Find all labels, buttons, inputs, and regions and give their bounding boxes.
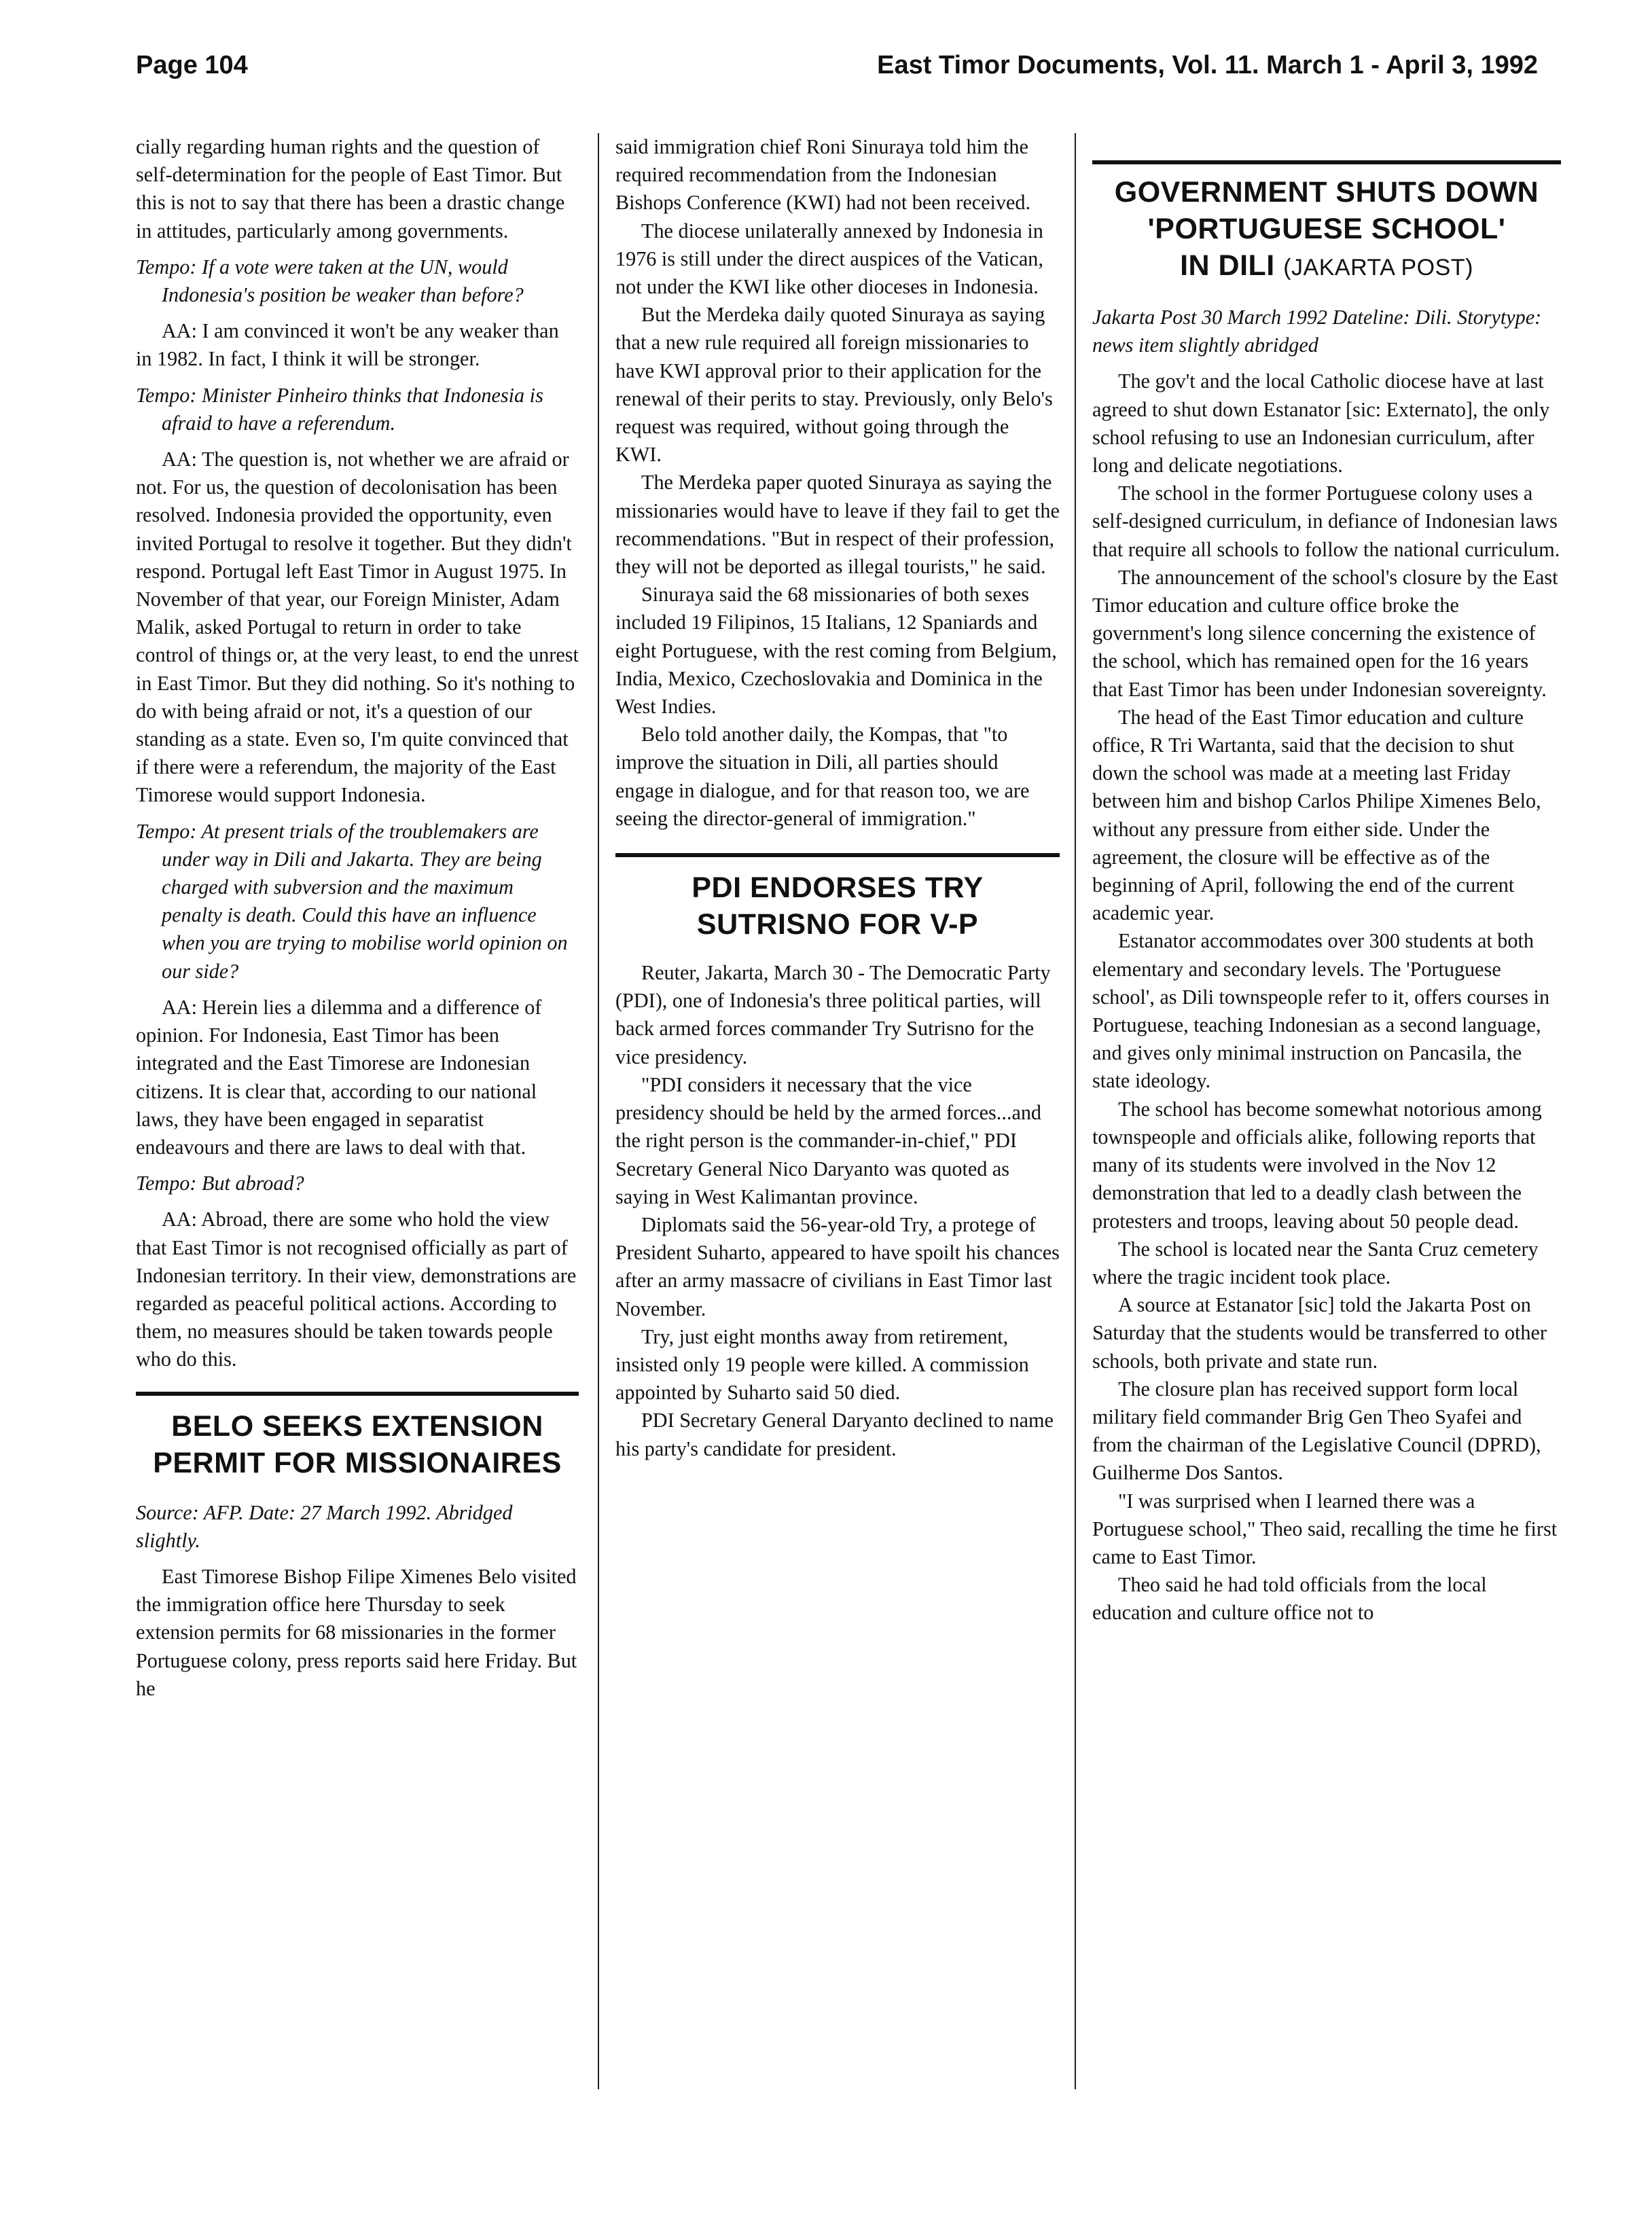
title-in-dili: IN DILI: [1180, 249, 1275, 282]
column-2: [615, 133, 1060, 1463]
article-paragraph: said immigration chief Roni Sinuraya told him the required recommendation from the Indonesian Bishops Conference (KWI) had not been received.: [615, 135, 1031, 215]
column-divider-right: [1075, 133, 1076, 2089]
article-source: Source: AFP. Date: 27 March 1992. Abridged slightly.: [136, 1500, 513, 1552]
article-paragraph: A source at Estanator [sic] told the Jakarta Post on Saturday that the students would be transferred to other schools, both private and state run.: [1092, 1293, 1547, 1373]
article-title-school-line3: [1092, 247, 1561, 286]
article-paragraph: Estanator accommodates over 300 students at both elementary and secondary levels. The 'Portuguese school', as Dili townspeople refer to it, offers courses in Portuguese, teaching Indonesian as a second language, and gives only minimal instruction on Pancasila, the state ideology.: [1092, 929, 1550, 1093]
column-divider-left: [598, 133, 599, 2089]
article-paragraph: The Merdeka paper quoted Sinuraya as saying the missionaries would have to leave if they fail to get the recommendations. "But in respect of their profession, they will not be deported as illegal tourists," he said.: [615, 471, 1060, 579]
interview-question: Tempo: But abroad?: [136, 1172, 304, 1195]
article-paragraph: Try, just eight months away from retirement, insisted only 19 people were killed. A commission appointed by Suharto said 50 died.: [615, 1324, 1029, 1405]
article-title-belo: BELO SEEKS EXTENSION PERMIT FOR MISSIONAIRES: [153, 1409, 562, 1479]
article-paragraph: The school has become somewhat notorious among townspeople and officials alike, following reports that many of its students were involved in the Nov 12 demonstration that led to a deadly clash between the protesters and troops, leaving about 50 people dead.: [1092, 1097, 1542, 1233]
article-paragraph: The head of the East Timor education and culture office, R Tri Wartanta, said that the decision to shut down the school was made at a meeting last Friday between him and bishop Carlos Philipe Ximenes Belo, without any pressure from either side. Under the agreement, the closure will be effective as of the beginning of April, following the end of the current academic year.: [1092, 705, 1541, 925]
interview-answer: AA: Abroad, there are some who hold the view that East Timor is not recognised officially as part of Indonesian territory. In their view, demonstrations are regarded as peaceful political actions. According to them, no measures should be taken towards people who do this.: [136, 1208, 577, 1371]
interview-paragraph: cially regarding human rights and the question of self-determination for the people of East Timor. But this is not to say that there has been a drastic change in attitudes, particularly among governments.: [136, 135, 565, 242]
title-source: (JAKARTA POST): [1283, 255, 1473, 281]
interview-answer: AA: Herein lies a dilemma and a difference of opinion. For Indonesia, East Timor has been integrated and the East Timorese are Indonesian citizens. It is clear that, according to our national laws, they have been engaged in separatist endeavours and there are laws to deal with that.: [136, 995, 542, 1159]
article-paragraph: The diocese unilaterally annexed by Indonesia in 1976 is still under the direct auspices of the Vatican, not under the KWI like other dioceses in Indonesia.: [615, 219, 1043, 299]
article-paragraph: Reuter, Jakarta, March 30 - The Democratic Party (PDI), one of Indonesia's three political parties, will back armed forces commander Try Sutrisno for the vice presidency.: [615, 961, 1051, 1068]
article-source: Jakarta Post 30 March 1992 Dateline: Dili. Storytype: news item slightly abridged: [1092, 306, 1542, 357]
article-paragraph: The announcement of the school's closure by the East Timor education and culture office broke the government's long silence concerning the existence of the school, which has remained open for the 16 years that East Timor has been under Indonesian sovereignty.: [1092, 565, 1558, 701]
article-title-pdi: PDI ENDORSES TRY SUTRISNO FOR V-P: [692, 871, 984, 941]
interview-question: Tempo: If a vote were taken at the UN, would Indonesia's position be weaker than before?: [136, 255, 524, 307]
article-paragraph: "I was surprised when I learned there was a Portuguese school," Theo said, recalling the time he first came to East Timor.: [1092, 1489, 1558, 1568]
article-paragraph: But the Merdeka daily quoted Sinuraya as saying that a new rule required all foreign missionaries to have KWI approval prior to their application for the renewal of their perits to stay. Previously, only Belo's request was required, without going through the KWI.: [615, 303, 1053, 467]
article-paragraph: Sinuraya said the 68 missionaries of both sexes included 19 Filipinos, 15 Italians, 12 Spaniards and eight Portuguese, with the rest coming from Belgium, India, Mexico, Czechoslovakia and Dominica in the West Indies.: [615, 583, 1057, 719]
article-paragraph: Belo told another daily, the Kompas, that "to improve the situation in Dili, all parties should engage in dialogue, and for that reason too, we are seeing the director-general of immigration.": [615, 723, 1030, 830]
interview-question: Tempo: At present trials of the troublemakers are under way in Dili and Jakarta. They are being charged with subversion and the maximum penalty is death. Could this have an influence when you are trying to mobilise world opinion on our side?: [136, 819, 568, 983]
article-title-school: GOVERNMENT SHUTS DOWN 'PORTUGUESE SCHOOL': [1114, 176, 1539, 245]
article-paragraph: The gov't and the local Catholic diocese have at last agreed to shut down Estanator [sic: Externato], the only school refusing to use an Indonesian curriculum, after long and delicate negotiations.: [1092, 369, 1550, 477]
article-paragraph: Diplomats said the 56-year-old Try, a protege of President Suharto, appeared to have spoilt his chances after an army massacre of civilians in East Timor last November.: [615, 1212, 1060, 1320]
interview-question: Tempo: Minister Pinheiro thinks that Indonesia is afraid to have a referendum.: [136, 383, 543, 435]
interview-answer: AA: I am convinced it won't be any weaker than in 1982. In fact, I think it will be stronger.: [136, 319, 559, 371]
article-paragraph: The closure plan has received support form local military field commander Brig Gen Theo Syafei and from the chairman of the Legislative Council (DPRD), Guilherme Dos Santos.: [1092, 1377, 1541, 1485]
article-paragraph: Theo said he had told officials from the local education and culture office not to: [1092, 1573, 1487, 1625]
publication-header: East Timor Documents, Vol. 11. March 1 - April 3, 1992: [877, 51, 1538, 79]
column-1: [136, 133, 579, 1703]
article-paragraph: The school in the former Portuguese colony uses a self-designed curriculum, in defiance of Indonesian laws that require all schools to follow the national curriculum.: [1092, 482, 1560, 561]
article-paragraph: The school is located near the Santa Cruz cemetery where the tragic incident took place.: [1092, 1237, 1539, 1288]
column-3: [1092, 133, 1561, 1627]
page-number: Page 104: [136, 51, 248, 79]
article-paragraph: PDI Secretary General Daryanto declined to name his party's candidate for president.: [615, 1409, 1054, 1460]
article-paragraph: East Timorese Bishop Filipe Ximenes Belo visited the immigration office here Thursday to seek extension permits for 68 missionaries in the former Portuguese colony, press reports said here Friday. But he: [136, 1564, 577, 1700]
interview-answer: AA: The question is, not whether we are afraid or not. For us, the question of decolonisation has been resolved. Indonesia provided the opportunity, even invited Portugal to resolve it together. But they didn't respond. Portugal left East Timor in August 1975. In November of that year, our Foreign Minister, Adam Malik, asked Portugal to return in order to take control of things or, at the very least, to end the unrest in East Timor. But they did nothing. So it's nothing to do with being afraid or not, it's a question of our standing as a state. Even so, I'm quite convinced that if there were a referendum, the majority of the East Timorese would support Indonesia.: [136, 448, 579, 807]
article-paragraph: "PDI considers it necessary that the vice presidency should be held by the armed forces...and the right person is the commander-in-chief," PDI Secretary General Nico Daryanto was quoted as saying in West Kalimantan province.: [615, 1072, 1042, 1208]
